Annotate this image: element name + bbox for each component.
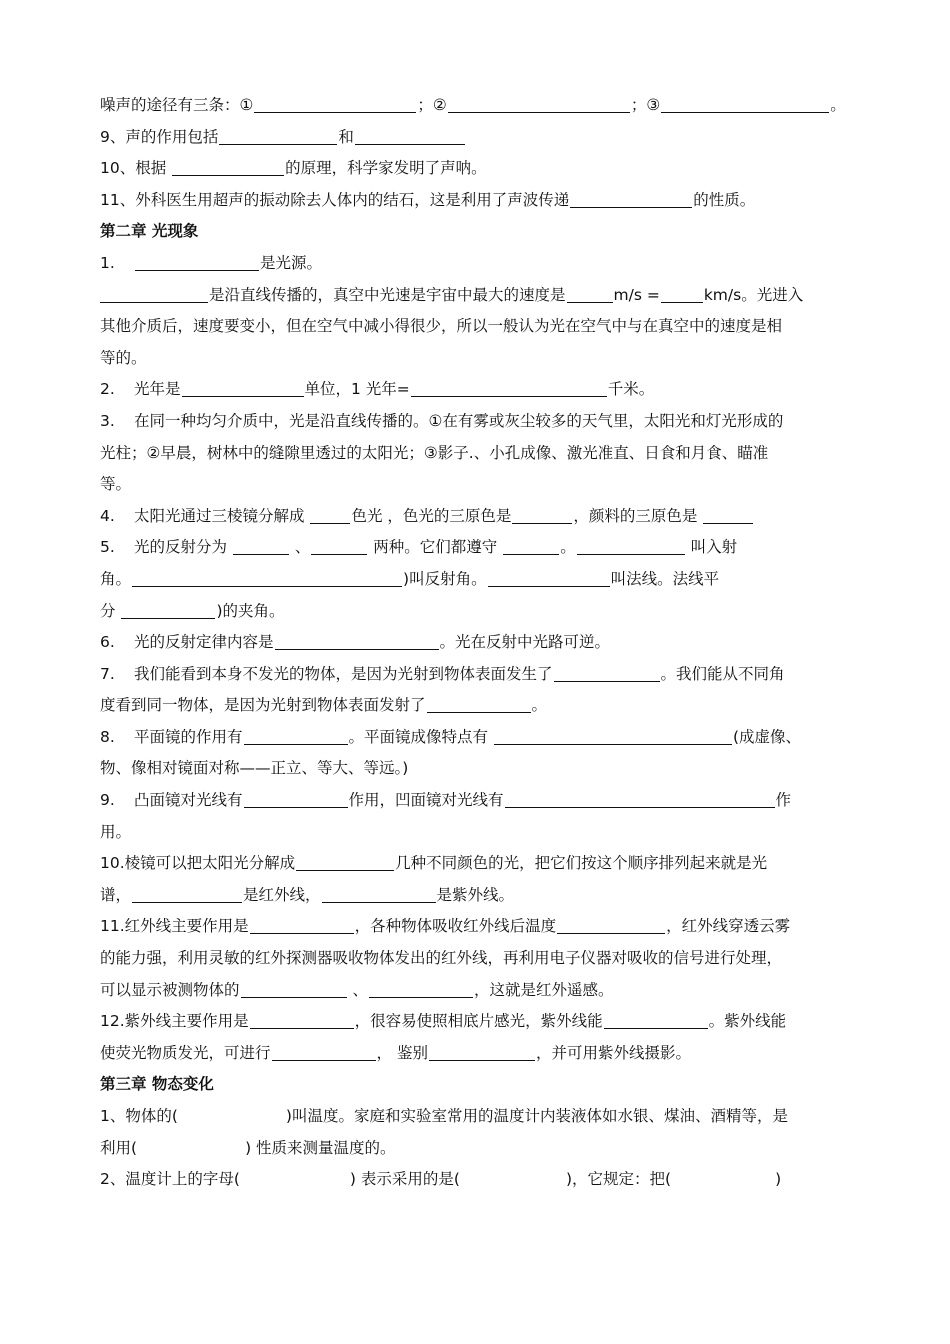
text: 是光源。 xyxy=(260,253,323,272)
ch2-question-2 xyxy=(100,374,845,406)
blank-field[interactable] xyxy=(604,1011,708,1029)
text: ；② xyxy=(417,96,447,114)
text: 分 xyxy=(100,601,121,620)
blank-field[interactable] xyxy=(182,379,304,397)
text: 12.紫外线主要作用是 xyxy=(100,1012,249,1031)
question-number: 7. xyxy=(100,664,115,683)
text: 、 xyxy=(289,538,311,557)
blank-field[interactable] xyxy=(250,1011,354,1029)
text: 几种不同颜色的光，把它们按这个顺序排列起来就是光 xyxy=(395,854,768,873)
question-number: 5. xyxy=(100,538,115,557)
ch2-question-1 xyxy=(100,248,845,280)
text-line: 用。 xyxy=(100,822,132,841)
text: 10.棱镜可以把太阳光分解成 xyxy=(100,854,296,873)
blank-field[interactable] xyxy=(132,885,242,903)
noise-paths-line xyxy=(100,90,845,122)
ch2-question-11-cont xyxy=(100,975,845,1007)
ch3-question-1-cont xyxy=(100,1133,845,1165)
blank-field[interactable] xyxy=(512,506,572,524)
question-number: 2. xyxy=(100,380,115,399)
ch2-question-11 xyxy=(100,911,845,943)
text: 噪声的途径有三条：① xyxy=(100,96,254,114)
blank-field[interactable] xyxy=(132,569,402,587)
blank-field[interactable] xyxy=(272,1043,376,1061)
text-line: 物、像相对镜面对称——正立、等大、等远。) xyxy=(100,759,409,778)
text-line: 等的。 xyxy=(100,348,147,367)
text: 。紫外线能 xyxy=(708,1012,787,1031)
blank-field[interactable] xyxy=(661,95,829,113)
text: 光年是 xyxy=(134,380,181,399)
text: ，并可用紫外线摄影。 xyxy=(535,1043,691,1062)
light-speed-line xyxy=(100,280,845,312)
text: 。我们能从不同角 xyxy=(660,664,785,683)
ch2-question-7 xyxy=(100,659,845,691)
text: 光的反射定律内容是 xyxy=(134,633,274,652)
text: 11、外科医生用超声的振动除去人体内的结石，这是利用了声波传递 xyxy=(100,190,570,209)
text: 是红外线， xyxy=(243,885,321,904)
ch2-question-12-cont xyxy=(100,1038,845,1070)
blank-field[interactable] xyxy=(570,190,692,208)
text-line: 的能力强，利用灵敏的红外探测器吸收物体发出的红外线，再利用电子仪器对吸收的信号进行处理， xyxy=(100,949,783,968)
blank-field[interactable] xyxy=(505,790,775,808)
ch2-question-12 xyxy=(100,1006,845,1038)
blank-field[interactable] xyxy=(355,127,465,145)
ch2-question-5 xyxy=(100,532,845,564)
text: 凸面镜对光线有 xyxy=(134,791,243,810)
text: 度看到同一物体，是因为光射到物体表面发射了 xyxy=(100,696,426,715)
text: 利用( xyxy=(100,1138,138,1157)
blank-field[interactable] xyxy=(411,379,607,397)
blank-field[interactable] xyxy=(322,885,436,903)
text: 光的反射分为 xyxy=(134,538,232,557)
ch2-question-5-cont xyxy=(100,564,845,596)
blank-field[interactable] xyxy=(661,285,703,303)
blank-field[interactable] xyxy=(250,916,354,934)
blank-field[interactable] xyxy=(429,1043,535,1061)
text: 两种。它们都遵守 xyxy=(368,538,503,557)
blank-field[interactable] xyxy=(219,127,337,145)
text: 叫入射 xyxy=(685,538,738,557)
text: 。 xyxy=(830,96,846,114)
ch2-question-4 xyxy=(100,501,845,533)
text: 色光 ，色光的三原色是 xyxy=(351,506,512,525)
text: 使荧光物质发光，可进行 xyxy=(100,1043,271,1062)
question-10 xyxy=(100,153,845,185)
text: ，这就是红外遥感。 xyxy=(473,980,614,999)
blank-field[interactable] xyxy=(233,537,289,555)
blank-field[interactable] xyxy=(488,569,610,587)
text: ) 表示采用的是( xyxy=(349,1170,460,1189)
text: 。 xyxy=(560,538,576,557)
text: ，红外线穿透云雾 xyxy=(666,917,791,936)
question-number: 9. xyxy=(100,791,115,810)
text: 9、声的作用包括 xyxy=(100,127,219,146)
text: 11.红外线主要作用是 xyxy=(100,917,249,936)
ch2-question-5-cont xyxy=(100,596,845,628)
blank-field[interactable] xyxy=(100,285,208,303)
blank-field[interactable] xyxy=(135,253,259,271)
ch3-question-1 xyxy=(100,1101,845,1133)
ch3-question-2 xyxy=(100,1164,845,1196)
text: 、 xyxy=(347,980,368,999)
blank-field[interactable] xyxy=(244,727,348,745)
text: )叫反射角。 xyxy=(403,569,487,588)
text: 作用，凹面镜对光线有 xyxy=(348,791,504,810)
blank-field[interactable] xyxy=(703,506,753,524)
text: 10、根据 xyxy=(100,159,172,178)
blank-field[interactable] xyxy=(557,916,665,934)
text: ) 性质来测量温度的。 xyxy=(245,1138,396,1157)
text: 平面镜的作用有 xyxy=(134,727,243,746)
text: 叫法线。法线平 xyxy=(610,569,720,588)
question-11 xyxy=(100,185,845,217)
text: )的夹角。 xyxy=(216,601,285,620)
text: ，颜料的三原色是 xyxy=(573,506,703,525)
text: 的原理，科学家发明了声呐。 xyxy=(285,159,487,178)
chapter-3-heading: 第三章 物态变化 xyxy=(100,1075,214,1094)
text: 1、物体的( xyxy=(100,1107,178,1125)
blank-field[interactable] xyxy=(241,980,347,998)
blank-field[interactable] xyxy=(554,664,660,682)
blank-field[interactable] xyxy=(172,158,284,176)
text: 在同一种均匀介质中，光是沿直线传播的。①在有雾或灰尘较多的天气里，太阳光和灯光形成的 xyxy=(134,411,784,430)
ch2-question-3 xyxy=(100,406,845,438)
text: 太阳光通过三棱镜分解成 xyxy=(134,506,310,525)
text-line: 其他介质后，速度要变小，但在空气中减小得很少，所以一般认为光在空气中与在真空中的速度是相 xyxy=(100,317,783,336)
text: 是紫外线。 xyxy=(436,885,515,904)
ch2-question-8 xyxy=(100,722,845,754)
blank-field[interactable] xyxy=(121,601,215,619)
blank-field[interactable] xyxy=(427,695,531,713)
text: 2、温度计上的字母( xyxy=(100,1170,240,1189)
blank-field[interactable] xyxy=(448,95,630,113)
blank-field[interactable] xyxy=(244,790,348,808)
worksheet-page xyxy=(100,90,845,1196)
question-number: 6. xyxy=(100,633,115,652)
text: 是沿直线传播的，真空中光速是宇宙中最大的速度是 xyxy=(209,285,566,304)
blank-field[interactable] xyxy=(494,727,732,745)
blank-field[interactable] xyxy=(369,980,473,998)
text: 。平面镜成像特点有 xyxy=(348,727,493,746)
question-9 xyxy=(100,122,845,154)
text: 和 xyxy=(338,127,354,146)
text: ；③ xyxy=(630,96,661,114)
ch2-question-10 xyxy=(100,848,845,880)
blank-field[interactable] xyxy=(567,285,613,303)
text-line: 光柱；②早晨，树林中的缝隙里透过的太阳光；③影子.、小孔成像、激光准直、日食和月食、瞄准 xyxy=(100,443,769,462)
blank-field[interactable] xyxy=(254,95,416,113)
text: (成虚像、 xyxy=(732,727,802,746)
text: m/s = xyxy=(613,285,660,304)
text: km/s。光进入 xyxy=(703,285,804,304)
text: 谱， xyxy=(100,885,132,904)
text: 我们能看到本身不发光的物体，是因为光射到物体表面发生了 xyxy=(134,664,553,683)
text: ， 鉴别 xyxy=(376,1043,428,1062)
text: 作 xyxy=(775,791,792,810)
chapter-2-heading: 第二章 光现象 xyxy=(100,222,199,241)
text: ，各种物体吸收红外线后温度 xyxy=(354,917,557,936)
ch2-question-6 xyxy=(100,627,845,659)
text: 。光在反射中光路可逆。 xyxy=(439,633,611,652)
text: )，它规定：把( xyxy=(565,1170,672,1189)
text: ) xyxy=(775,1170,782,1189)
question-number: 1. xyxy=(100,253,115,272)
text: )叫温度。家庭和实验室常用的温度计内装液体如水银、煤油、酒精等，是 xyxy=(285,1107,788,1125)
text: 可以显示被测物体的 xyxy=(100,980,240,999)
ch2-question-7-cont xyxy=(100,690,845,722)
ch2-question-10-cont xyxy=(100,880,845,912)
blank-field[interactable] xyxy=(577,537,685,555)
text: 角。 xyxy=(100,569,132,588)
question-number: 8. xyxy=(100,727,115,746)
blank-field[interactable] xyxy=(311,537,367,555)
text: ，很容易使照相底片感光，紫外线能 xyxy=(354,1012,603,1031)
blank-field[interactable] xyxy=(296,853,394,871)
text: 单位，1 光年= xyxy=(304,380,410,399)
text: 千米。 xyxy=(607,380,655,399)
blank-field[interactable] xyxy=(503,537,559,555)
question-number: 3. xyxy=(100,411,115,430)
text: 。 xyxy=(531,696,548,715)
blank-field[interactable] xyxy=(310,506,350,524)
question-number: 4. xyxy=(100,506,115,525)
text: 的性质。 xyxy=(693,190,756,209)
blank-field[interactable] xyxy=(275,632,439,650)
text-line: 等。 xyxy=(100,475,132,494)
ch2-question-9 xyxy=(100,785,845,817)
